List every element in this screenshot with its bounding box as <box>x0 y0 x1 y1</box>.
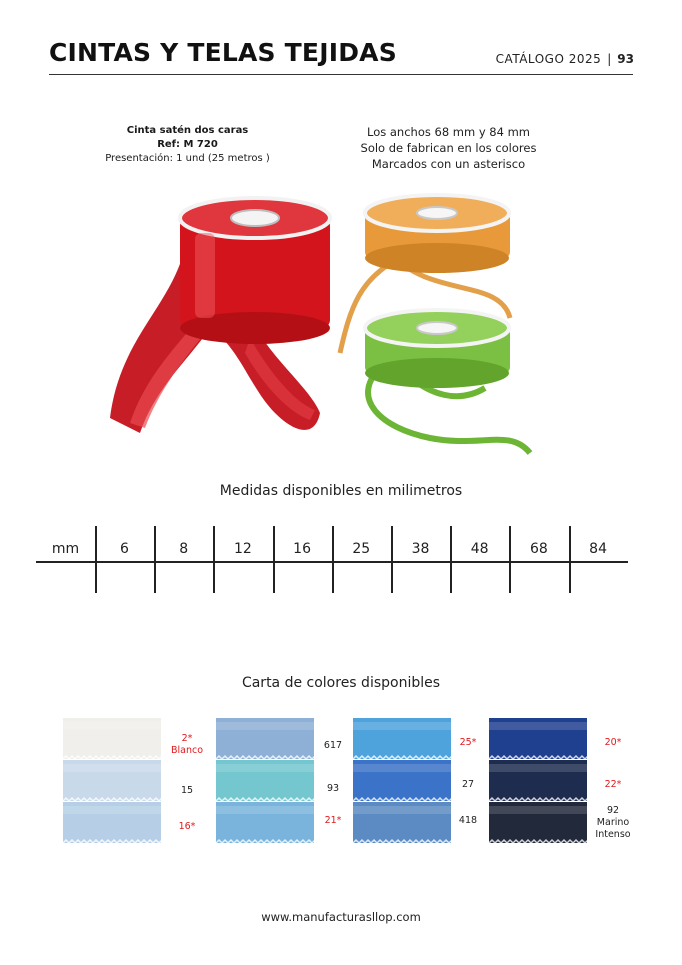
pinked-edge <box>353 756 452 759</box>
product-ref: Ref: M 720 <box>157 139 218 150</box>
width-notes <box>330 124 567 172</box>
sizes-divider <box>95 526 97 593</box>
pinked-edge <box>489 840 588 843</box>
pinked-edge <box>489 798 588 801</box>
orange-spool-core <box>417 207 457 219</box>
size-value: 84 <box>589 541 607 557</box>
swatch-sheen <box>216 764 314 772</box>
swatch-sheen <box>216 806 314 814</box>
sizes-divider <box>273 526 275 593</box>
size-value: 48 <box>470 541 489 557</box>
color-swatch <box>216 802 314 843</box>
sizes-divider <box>154 526 156 593</box>
swatch-sheen <box>489 722 587 730</box>
pinked-edge <box>353 798 452 801</box>
color-swatch <box>63 802 161 843</box>
color-swatch <box>353 760 451 801</box>
color-code-label: 92 Marino Intenso <box>595 805 631 840</box>
green-spool-core <box>417 322 457 334</box>
product-photo <box>100 188 540 468</box>
sizes-divider <box>569 526 571 593</box>
color-code-label: 93 <box>326 783 340 794</box>
orange-spool-bottom <box>365 243 509 273</box>
swatch-sheen <box>353 722 451 730</box>
note-line-1: Los anchos 68 mm y 84 mm <box>366 125 531 139</box>
colors-title: Carta de colores disponibles <box>241 675 441 691</box>
color-code-label: 25* <box>459 737 477 748</box>
size-value: 68 <box>529 541 548 557</box>
swatch-sheen <box>489 764 587 772</box>
sizes-divider <box>509 526 511 593</box>
red-spool-sheen <box>195 233 215 318</box>
swatch-card <box>215 717 315 847</box>
sizes-title: Medidas disponibles en milimetros <box>219 483 463 499</box>
color-code-label: 15 <box>180 785 194 796</box>
size-value: 6 <box>120 541 129 557</box>
size-value: 8 <box>179 541 189 557</box>
product-presentation: Presentación: 1 und (25 metros ) <box>105 153 270 164</box>
pinked-edge <box>353 840 452 843</box>
green-spool-bottom <box>365 358 509 388</box>
red-spool-core <box>231 210 279 226</box>
sizes-divider <box>213 526 215 593</box>
swatch-sheen <box>353 764 451 772</box>
color-code-label: 21* <box>324 815 342 826</box>
swatch-sheen <box>353 806 451 814</box>
color-swatch <box>216 718 314 759</box>
footer-url: www.manufacturasllop.com <box>261 910 421 924</box>
color-swatch <box>489 718 587 759</box>
color-code-label: 20* <box>604 737 622 748</box>
product-info <box>95 124 280 166</box>
catalog-label: CATÁLOGO 2025 <box>495 52 602 66</box>
pinked-edge <box>216 756 315 759</box>
note-line-2: Solo de fabrican en los colores <box>360 141 537 155</box>
page-number: 93 <box>617 52 634 66</box>
page-title: CINTAS Y TELAS TEJIDAS <box>49 38 397 67</box>
swatch-card <box>62 717 162 847</box>
swatch-card <box>488 717 588 847</box>
swatch-card <box>352 717 452 847</box>
catalog-info <box>496 52 634 66</box>
color-code-label: 2* Blanco <box>170 733 204 756</box>
size-value: 25 <box>352 541 371 557</box>
color-code-label: 418 <box>458 815 478 826</box>
swatch-sheen <box>63 764 161 772</box>
product-name: Cinta satén dos caras <box>126 125 249 136</box>
pinked-edge <box>63 756 162 759</box>
pinked-edge <box>63 798 162 801</box>
color-swatch <box>63 760 161 801</box>
sizes-divider <box>332 526 334 593</box>
color-swatch <box>489 802 587 843</box>
swatch-sheen <box>63 806 161 814</box>
swatch-sheen <box>216 722 314 730</box>
pinked-edge <box>216 798 315 801</box>
color-code-label: 27 <box>461 779 475 790</box>
color-code-label: 22* <box>604 779 622 790</box>
header-divider <box>49 74 633 75</box>
size-value: 12 <box>233 541 252 557</box>
color-swatch <box>63 718 161 759</box>
color-code-label: 16* <box>178 821 196 832</box>
size-value: 38 <box>411 541 430 557</box>
pinked-edge <box>63 840 162 843</box>
size-value: 16 <box>293 541 311 557</box>
pinked-edge <box>216 840 315 843</box>
color-code-label: 617 <box>323 740 343 751</box>
color-swatch <box>216 760 314 801</box>
swatch-sheen <box>63 722 161 730</box>
pinked-edge <box>489 756 588 759</box>
color-swatch <box>353 802 451 843</box>
sizes-unit-cell: mm <box>51 541 80 557</box>
note-line-3: Marcados con un asterisco <box>371 157 526 171</box>
sizes-divider <box>391 526 393 593</box>
header-separator: | <box>607 52 612 66</box>
swatch-sheen <box>489 806 587 814</box>
color-swatch <box>489 760 587 801</box>
color-swatch <box>353 718 451 759</box>
sizes-divider <box>450 526 452 593</box>
